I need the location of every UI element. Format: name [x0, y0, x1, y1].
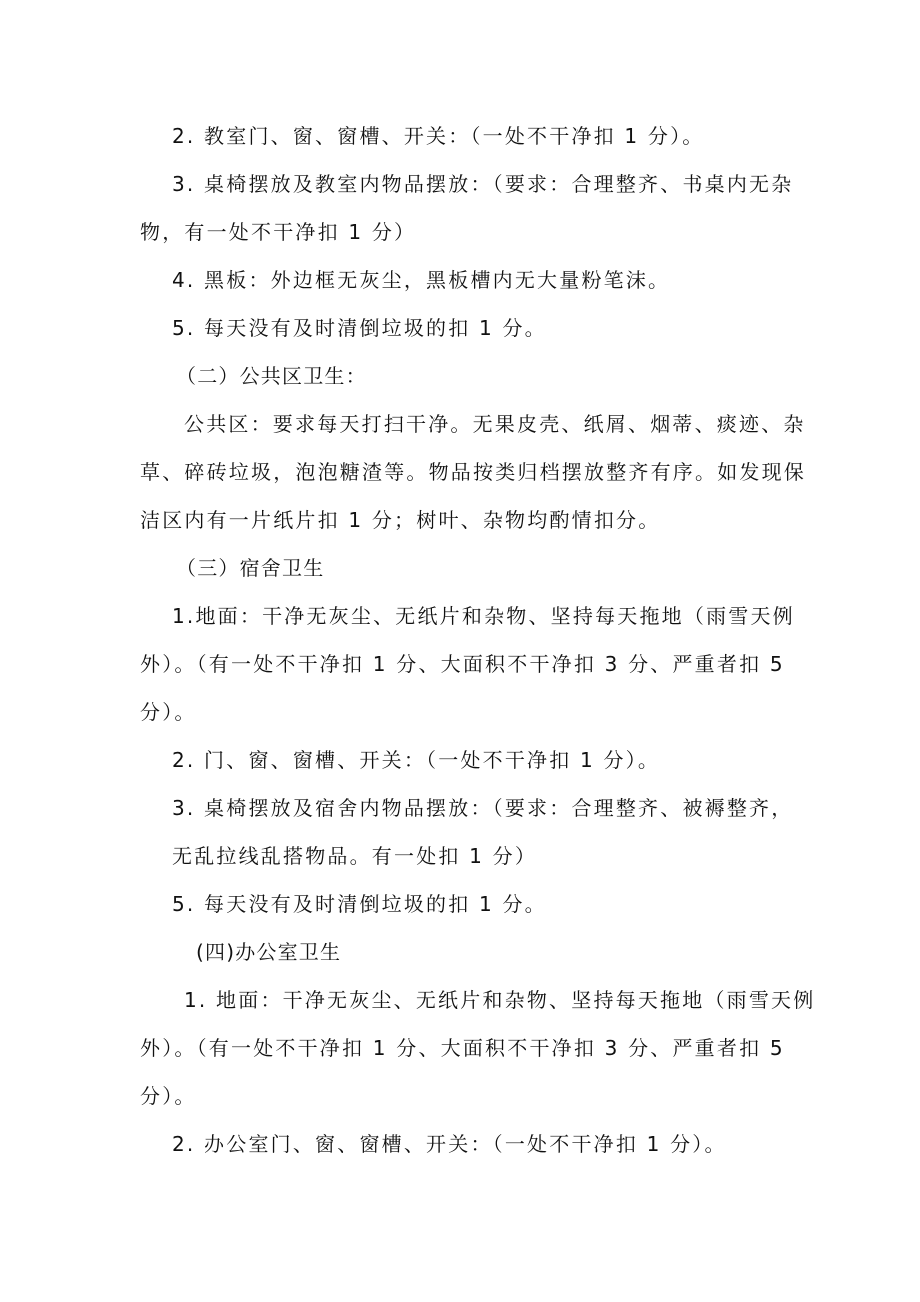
- dormitory-item-1-line-3: 分）。: [140, 700, 197, 724]
- office-item-2: 2. 办公室门、窗、窗槽、开关：（一处不干净扣 1 分）。: [172, 1132, 727, 1156]
- dormitory-item-5: 5. 每天没有及时清倒垃圾的扣 1 分。: [172, 892, 547, 916]
- classroom-item-2: 2. 教室门、窗、窗槽、开关：（一处不干净扣 1 分）。: [172, 124, 705, 148]
- classroom-item-5: 5. 每天没有及时清倒垃圾的扣 1 分。: [172, 316, 547, 340]
- dormitory-item-1-line-1: 1.地面：干净无灰尘、无纸片和杂物、坚持每天拖地（雨雪天例: [172, 604, 795, 628]
- classroom-item-3-line-1: 3. 桌椅摆放及教室内物品摆放：（要求：合理整齐、书桌内无杂: [172, 172, 794, 196]
- dormitory-heading: （三）宿舍卫生: [176, 556, 325, 580]
- public-area-paragraph-line-2: 草、碎砖垃圾，泡泡糖渣等。物品按类归档摆放整齐有序。如发现保: [140, 460, 806, 484]
- dormitory-item-2: 2. 门、窗、窗槽、开关：（一处不干净扣 1 分）。: [172, 748, 661, 772]
- office-item-1-line-1: 1. 地面：干净无灰尘、无纸片和杂物、坚持每天拖地（雨雪天例: [184, 988, 816, 1012]
- classroom-item-4: 4. 黑板：外边框无灰尘，黑板槽内无大量粉笔沫。: [172, 268, 671, 292]
- public-area-paragraph-line-1: 公共区：要求每天打扫干净。无果皮壳、纸屑、烟蒂、痰迹、杂: [184, 412, 806, 436]
- dormitory-item-3-line-1: 3. 桌椅摆放及宿舍内物品摆放：（要求：合理整齐、被褥整齐，: [172, 796, 794, 820]
- office-heading: (四)办公室卫生: [196, 940, 342, 964]
- office-item-1-line-2: 外）。（有一处不干净扣 1 分、大面积不干净扣 3 分、严重者扣 5: [140, 1036, 785, 1060]
- dormitory-item-3-line-2: 无乱拉线乱搭物品。有一处扣 1 分）: [172, 844, 538, 868]
- dormitory-item-1-line-2: 外）。（有一处不干净扣 1 分、大面积不干净扣 3 分、严重者扣 5: [140, 652, 785, 676]
- office-item-1-line-3: 分）。: [140, 1084, 197, 1108]
- public-area-paragraph-line-3: 洁区内有一片纸片扣 1 分；树叶、杂物均酌情扣分。: [140, 508, 661, 532]
- classroom-item-3-line-2: 物，有一处不干净扣 1 分）: [140, 220, 417, 244]
- public-area-heading: （二）公共区卫生：: [176, 364, 367, 388]
